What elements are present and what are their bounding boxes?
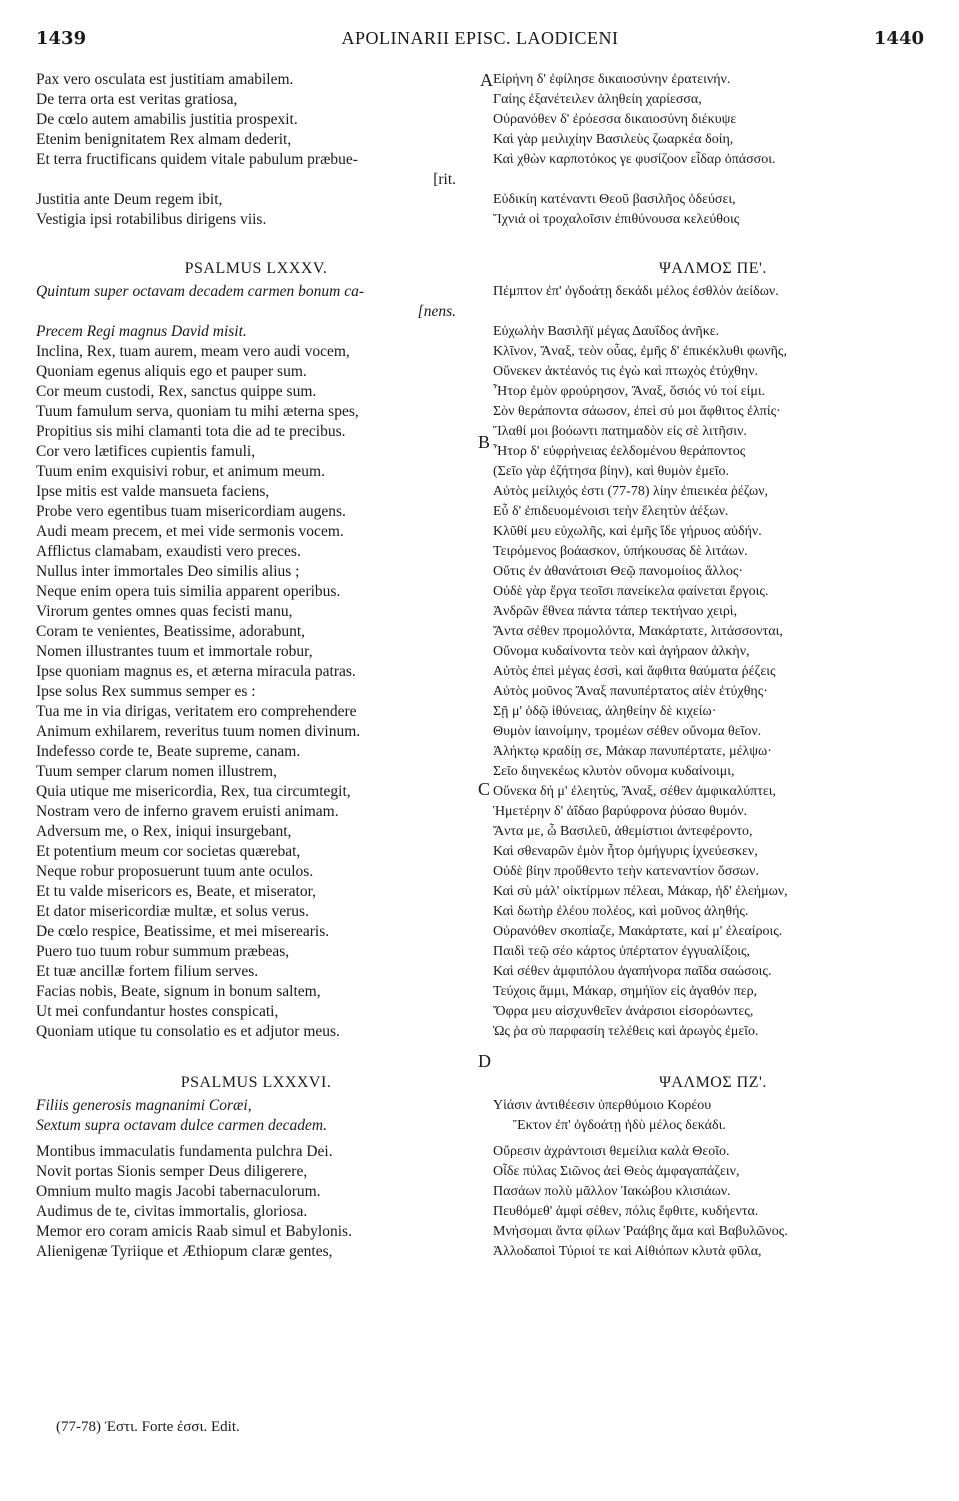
subtitle-line: Sextum supra octavam dulce carmen decadem. [36, 1117, 327, 1134]
latin-line: Ipse quoniam magnus es, et æterna miracula patras. [36, 663, 356, 680]
greek-line: Οὐρανόθεν δ' ἐρόεσσα δικαιοσύνη διέκυψε [493, 112, 737, 127]
latin-line: Alienigenæ Tyriique et Æthiopum claræ gentes, [36, 1243, 333, 1260]
latin-line: Tuum enim exquisivi robur, et animum meum. [36, 463, 325, 480]
greek-line: Ἄντα με, ὦ Βασιλεῦ, ἀθεμίστιοι ἀντεφέροντο, [493, 824, 753, 839]
latin-line: De terra orta est veritas gratiosa, [36, 91, 238, 108]
latin-line: Vestigia ipsi rotabilibus dirigens viis. [36, 211, 267, 228]
latin-line: Cor meum custodi, Rex, sanctus quippe sum. [36, 383, 317, 400]
latin-line: Probe vero egentibus tuam misericordiam augens. [36, 503, 346, 520]
greek-line: Ἀλλοδαποὶ Τύριοί τε καὶ Αἰθιόπων κλυτὰ φῦλα, [493, 1244, 762, 1259]
greek-line: Οὕνεκα δή μ' ἐλεητὺς, Ἄναξ, σέθεν ἀμφικαλύπτει, [493, 784, 777, 799]
greek-line: Ἴχνιά οἱ τροχαλοῖσιν ἐπιθύνουσα κελεύθοις [493, 212, 740, 227]
subtitle-line: Filiis generosis magnanimi Coræi, [36, 1097, 252, 1114]
greek-line: Αὐτὸς μείλιχός ἐστι (77-78) λίην ἐπιεικέα ῥέζων, [493, 484, 769, 499]
subtitle-line: Ἕκτον ἐπ' ὀγδοάτῃ ἡδὺ μέλος δεκάδι. [513, 1118, 726, 1133]
margin-marker-b: B [478, 432, 491, 452]
latin-line: Nullus inter immortales Deo similis alius ; [36, 563, 300, 580]
greek-psalm-85-subtitle [493, 282, 933, 342]
latin-line: Et terra fructificans quidem vitale pabulum præbue- [36, 151, 358, 168]
latin-line: Afflictus clamabam, exaudisti vero preces. [36, 543, 301, 560]
greek-intro [493, 70, 933, 230]
latin-psalm-85-text [36, 342, 476, 1042]
greek-line: Ἦτορ ἐμὸν φρούρησον, Ἄναξ, ὅσιός νύ τοί εἰμι. [493, 384, 766, 399]
latin-psalm-86-heading: PSALMUS LXXXVI. [180, 1074, 332, 1091]
greek-line: Ἡμετέρην δ' ἀΐδαο βαρύφρονα ῥύσαο θυμόν. [493, 804, 748, 819]
greek-line: Ἦτορ δ' εὐφρήνειας ἐελδομένου θεράποντος [493, 444, 746, 459]
latin-line: Coram te venientes, Beatissime, adorabunt, [36, 623, 306, 640]
greek-line: Καὶ σὺ μάλ' οἰκτίρμων πέλεαι, Μάκαρ, ἠδ' ἐλεήμων, [493, 884, 788, 899]
latin-line: Memor ero coram amicis Raab simul et Babylonis. [36, 1223, 352, 1240]
greek-psalm-85-text [493, 342, 933, 1042]
greek-psalm-86-heading: ΨΑΛΜΟΣ ΠΖ'. [659, 1074, 767, 1091]
latin-psalm-86-text [36, 1142, 476, 1262]
running-title: APOLINARII EPISC. LAODICENI [341, 28, 619, 48]
latin-line: De cœlo respice, Beatissime, et mei miserearis. [36, 923, 330, 940]
latin-line: Neque enim opera tuis similia apparent operibus. [36, 583, 341, 600]
greek-line: Ὡς ῥα σὺ παρφασίη τελέθεις καὶ ἀρωγὸς ἐμεῖο. [493, 1024, 759, 1039]
greek-line: Οὔρεσιν ἀχράντοισι θεμείλια καλὰ Θεοῖο. [493, 1144, 730, 1159]
greek-psalm-86-text [493, 1142, 933, 1262]
latin-line-continuation: [rit. [433, 171, 456, 188]
greek-line: Τεύχοις ἄμμι, Μάκαρ, σημήϊον εἰς ἀγαθόν περ, [493, 984, 758, 999]
latin-line: Tua me in via dirigas, veritatem ero comprehendere [36, 703, 357, 720]
latin-line: Etenim benignitatem Rex almam dederit, [36, 131, 292, 148]
greek-line: Αὐτὸς μοῦνος Ἄναξ πανυπέρτατος αἰὲν ἐτύχθης· [493, 684, 768, 699]
subtitle-line: Υἱάσιν ἀντιθέεσιν ὑπερθύμοιο Κορέου [493, 1098, 712, 1113]
latin-line: Novit portas Sionis semper Deus diligerere, [36, 1163, 308, 1180]
greek-psalm-85-heading: ΨΑΛΜΟΣ ΠΕ'. [659, 260, 767, 277]
greek-line: Οὐδὲ γὰρ ἔργα τεοῖσι πανείκελα φαίνεται ἔργοις. [493, 584, 769, 599]
margin-marker-d: D [478, 1051, 491, 1071]
greek-line: Οὕνεκεν ἀκτέανός τις ἐγὼ καὶ πτωχὸς ἐτύχθην. [493, 364, 759, 379]
latin-line: Audimus de te, civitas immortalis, gloriosa. [36, 1203, 308, 1220]
latin-column [36, 70, 476, 1262]
latin-line: Propitius sis mihi clamanti tota die ad te precibus. [36, 423, 346, 440]
greek-line: Θυμὸν ἰαινοίμην, τρομέων σέθεν οὔνομα θεῖον. [493, 724, 762, 739]
subtitle-line: Πέμπτον ἐπ' ὀγδοάτῃ δεκάδι μέλος ἐσθλὸν ἀείδων. [493, 284, 779, 299]
latin-line: Ipse solus Rex summus semper es : [36, 683, 256, 700]
subtitle-line: Quintum super octavam decadem carmen bonum ca- [36, 283, 365, 300]
greek-line: Πευθόμεθ' ἀμφὶ σέθεν, πόλις ἔφθιτε, κυδήεντα. [493, 1204, 759, 1219]
greek-line: Παιδὶ τεῷ σέο κάρτος ὑπέρτατον ἐγγυαλίξοις, [493, 944, 751, 959]
greek-column [493, 70, 933, 1262]
greek-line: Σῇ μ' ὁδῷ ἰθύνειας, ἀληθείην δὲ κιχείω· [493, 704, 717, 719]
greek-line: Μνήσομαι ἄντα φίλων Ῥαάβης ἅμα καὶ Βαβυλῶνος. [493, 1224, 788, 1239]
margin-marker-c: C [478, 779, 491, 799]
greek-line: Ἵλαθί μοι βοόωντι πατημαδὸν εἰς σὲ λιτῆσιν. [493, 424, 747, 439]
latin-line: Tuum famulum serva, quoniam tu mihi æterna spes, [36, 403, 359, 420]
latin-line: Puero tuo tuum robur summum præbeas, [36, 943, 290, 960]
latin-line: Quia utique me misericordia, Rex, tua circumtegit, [36, 783, 351, 800]
greek-line: Οὐρανόθεν σκοπίαζε, Μακάρτατε, καί μ' ἐλεαίροις. [493, 924, 783, 939]
latin-line: Inclina, Rex, tuam aurem, meam vero audi vocem, [36, 343, 350, 360]
greek-line: Ἀλήκτῳ κραδίῃ σε, Μάκαρ πανυπέρτατε, μέλψω· [493, 744, 772, 759]
greek-line: Τειρόμενος βοάασκον, ὑπήκουσας δὲ λιτάων. [493, 544, 748, 559]
greek-line: Καὶ δωτὴρ ἐλέου πολέος, καὶ μοῦνος ἀληθής. [493, 904, 749, 919]
page-number-left: 1439 [36, 28, 87, 49]
page-header [36, 28, 924, 58]
greek-line: Σὸν θεράποντα σάωσον, ἐπεὶ σύ μοι ἄφθιτος ἐλπίς· [493, 404, 781, 419]
latin-line: Nomen illustrantes tuum et immortale robur, [36, 643, 313, 660]
greek-line: Σεῖο διηνεκέως κλυτὸν οὔνομα κυδαίνοιμι, [493, 764, 735, 779]
latin-line: De cœlo autem amabilis justitia prospexit. [36, 111, 298, 128]
footnote: (77-78) Ἐστι. Forte ἐσσι. Edit. [56, 1419, 240, 1435]
greek-line: Πασάων πολὺ μᾶλλον Ἰακώβου κλισιάων. [493, 1184, 731, 1199]
greek-line: Κλῦθί μευ εὐχωλῆς, καὶ ἐμῆς ἴδε γήρυος αὐδήν. [493, 524, 762, 539]
latin-line: Ipse mitis est valde mansueta faciens, [36, 483, 270, 500]
greek-line: Ὄφρα μευ αἰσχυνθεῖεν ἀνάρσιοι εἰσορόωντες, [493, 1004, 754, 1019]
latin-line: Animum exhilarem, reveritus tuum nomen divinum. [36, 723, 361, 740]
latin-line: Facias nobis, Beate, signum in bonum saltem, [36, 983, 321, 1000]
greek-line: Καὶ σέθεν ἀμφιπόλου ἀγαπήνορα παῖδα σαώσοις. [493, 964, 772, 979]
greek-line: Οἶδε πύλας Σιῶνος ἀεὶ Θεὸς ἀμφαγαπάζειν, [493, 1164, 740, 1179]
latin-line: Justitia ante Deum regem ibit, [36, 191, 223, 208]
latin-line: Et tuæ ancillæ fortem filium serves. [36, 963, 259, 980]
latin-line: Quoniam utique tu consolatio es et adjutor meus. [36, 1023, 340, 1040]
subtitle-line: Precem Regi magnus David misit. [36, 323, 247, 340]
latin-line: Ut mei confundantur hostes conspicati, [36, 1003, 279, 1020]
latin-line: Omnium multo magis Jacobi tabernaculorum. [36, 1183, 321, 1200]
latin-psalm-85-subtitle [36, 282, 476, 342]
latin-line: Nostram vero de inferno gravem eruisti animam. [36, 803, 339, 820]
margin-marker-a: A [480, 70, 493, 90]
latin-line: Neque robur proposuerunt tuum ante oculos. [36, 863, 314, 880]
latin-line: Quoniam egenus aliquis ego et pauper sum. [36, 363, 307, 380]
latin-line: Et tu valde misericors es, Beate, et miserator, [36, 883, 317, 900]
latin-line: Pax vero osculata est justitiam amabilem. [36, 71, 294, 88]
greek-line: Καὶ χθὼν καρποτόκος γε φυσίζοον εἶδαρ ὀπάσσοι. [493, 152, 776, 167]
greek-line: Αὐτὸς ἐπεὶ μέγας ἐσσὶ, καὶ ἄφθιτα θαύματα ῥέζεις [493, 664, 776, 679]
greek-psalm-86-subtitle [493, 1096, 933, 1136]
latin-line: Et dator misericordiæ multæ, et solus verus. [36, 903, 309, 920]
latin-psalm-86-subtitle [36, 1096, 476, 1136]
greek-line: Γαίης ἐξανέτειλεν ἀληθείη χαρίεσσα, [493, 92, 702, 107]
latin-line: Indefesso corde te, Beate supreme, canam. [36, 743, 301, 760]
latin-line: Audi meam precem, et mei vide sermonis vocem. [36, 523, 344, 540]
greek-line: Εὐδικίη κατέναντι Θεοῦ βασιλῆος ὁδεύσει, [493, 192, 736, 207]
latin-line: Et potentium meum cor societas quærebat, [36, 843, 301, 860]
greek-line: Οὔτις ἐν ἀθανάτοισι Θεῷ πανομοίιος ἄλλος· [493, 564, 744, 579]
greek-line: Καὶ σθεναρῶν ἐμὸν ἦτορ ὁμήγυρις ἰχνεύεσκεν, [493, 844, 758, 859]
latin-line: Virorum gentes omnes quas fecisti manu, [36, 603, 293, 620]
latin-line: Montibus immaculatis fundamenta pulchra Dei. [36, 1143, 333, 1160]
greek-line: Εἰρήνη δ' ἐφίλησε δικαιοσύνην ἐρατεινήν. [493, 72, 731, 87]
latin-intro [36, 70, 476, 230]
greek-line: Καὶ γὰρ μειλιχίην Βασιλεὺς ζωαρκέα δοίη, [493, 132, 734, 147]
greek-line: Ἄντα σέθεν προμολόντα, Μακάρτατε, λιτάσσονται, [493, 624, 783, 639]
subtitle-line-continuation: [nens. [417, 303, 456, 320]
latin-line: Tuum semper clarum nomen illustrem, [36, 763, 277, 780]
subtitle-line: Εὐχωλὴν Βασιλῆϊ μέγας Δαυΐδος ἀνῆκε. [493, 324, 720, 339]
greek-line: Οὐδὲ βίην προὔθεντο τεὴν κατεναντίον ὄσσων. [493, 864, 759, 879]
latin-line: Cor vero lætifices cupientis famuli, [36, 443, 256, 460]
greek-line: Κλῖνον, Ἄναξ, τεὸν οὖας, ἐμῆς δ' ἐπικέκλυθι φωνῆς, [493, 344, 787, 359]
page-number-right: 1440 [873, 28, 924, 49]
latin-line: Adversum me, o Rex, iniqui insurgebant, [36, 823, 292, 840]
greek-line: Οὔνομα κυδαίνοντα τεὸν καὶ ἀγήραον ἀλκὴν, [493, 644, 750, 659]
greek-line: Εὖ δ' ἐπιδευομένοισι τεὴν ἔλεητὺν ἀέξων. [493, 504, 729, 519]
latin-psalm-85-heading: PSALMUS LXXXV. [184, 260, 328, 277]
greek-line: (Σεῖο γὰρ ἐζήτησα βίην), καὶ θυμὸν ἐμεῖο. [493, 464, 729, 479]
greek-line: Ἀνδρῶν ἔθνεα πάντα τάπερ τεκτήναο χειρὶ, [493, 604, 738, 619]
